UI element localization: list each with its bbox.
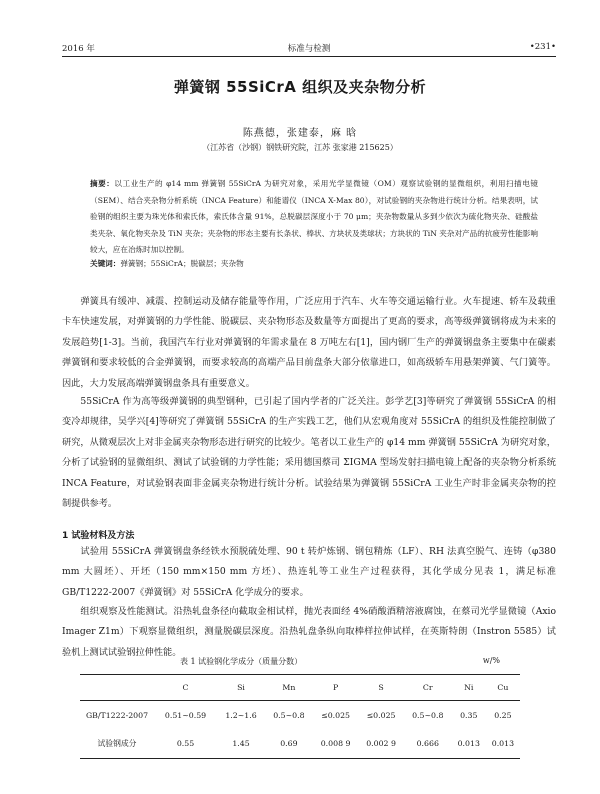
table-cell: 0.51~0.59	[164, 710, 207, 720]
table-cell: 0.55	[176, 739, 195, 749]
paragraph-intro-2	[62, 392, 556, 514]
table-header-cell: S	[378, 683, 384, 692]
table-cell: ≤0.025	[366, 710, 396, 720]
table-cell: GB/T1222-2007	[85, 710, 149, 720]
paragraph-text: 55SiCrA 作为高等级弹簧钢的典型钢种，已引起了国内学者的广泛关注。彭学艺[3]等研究了弹簧钢 55SiCrA 的相变冷却规律，吴学兴[4]等研究了弹簧钢 55SiCrA 的生产实践工艺，他们从宏观角度对 55SiCrA 的组织及性能控制做了研究，从微观层次上对非金属夹杂物形态进行研究的比较少。笔者以工业生产的 φ14 mm 弹簧钢 55SiCrA 为研究对象，分析了试验钢的显微组织、测试了试验钢的力学性能；采用德国蔡司 ΣIGMA 型场发射扫描电镜上配备的夹杂物分析系统 INCA Feature，对试验钢表面非金属夹杂物进行统计分析。试验结果为弹簧钢 55SiCrA 工业生产时非金属夹杂物的控制提供参考。	[62, 396, 556, 510]
composition-table	[80, 674, 520, 759]
table-row	[80, 701, 520, 730]
table-cell: 0.69	[280, 739, 298, 749]
header-page-number: •231•	[529, 42, 556, 52]
table-cell: 0.5~0.8	[412, 710, 444, 720]
table-header-cell: C	[182, 683, 189, 692]
table-cell: 0.013	[491, 739, 515, 749]
paragraph-text: 组织观察及性能测试。沿热轧盘条径向截取金相试样，抛光表面经 4%硝酸酒精溶液腐蚀，在蔡司光学显微镜（Axio Imager Z1m）下观察显微组织，测量脱碳层深度。沿热轧盘条纵向取棒样拉伸试样，在英斯特朗（Instron 5585）试验机上测试试验钢拉伸性能。	[62, 606, 556, 658]
affiliation: （江苏省（沙钢）钢铁研究院，江苏 张家港 215625）	[202, 143, 398, 152]
article-title: 弹簧钢 55SiCrA 组织及夹杂物分析	[173, 78, 427, 96]
paragraph-text: 弹簧具有缓冲、减震、控制运动及储存能量等作用，广泛应用于汽车、火车等交通运输行业。火车提速、轿车及载重卡车快速发展，对弹簧钢的力学性能、脱碳层、夹杂物形态及数量等方面提出了更高的要求，高等级弹簧钢将成为未来的发展趋势[1-3]。当前，我国汽车行业对弹簧钢的年需求量在 8 万吨左右[1]，国内钢厂生产的弹簧钢盘条主要集中在碳素弹簧钢和要求较低的合金弹簧钢，而要求较高的高端产品目前盘条大部分依靠进口，如高级轿车用悬架弹簧、气门簧等。因此，大力发展高端弹簧钢盘条具有重要意义。	[62, 296, 556, 389]
table-caption	[180, 656, 500, 667]
abstract-text: 以工业生产的 φ14 mm 弹簧钢 55SiCrA 为研究对象，采用光学显微镜（OM）观察试验钢的显微组织，利用扫描电镜（SEM）、结合夹杂物分析系统（INCA Feature）和能谱仪（INCA X-Max 80），对试验钢的夹杂物进行统计分析。结果表明，试验钢的组织主要为珠光体和索氏体，索氏体含量 91%，总脱碳层深度小于 70 μm；夹杂物数量从多到少依次为硫化物夹杂、硅酸盐类夹杂、氧化物夹杂及 TiN 夹杂；夹杂物的形态主要有长条状、棒状、方块状及类球状；方块状的 TiN 夹杂对产品的抗疲劳性能影响较大，应在冶炼时加以控制。	[90, 179, 538, 254]
table-cell: 0.002 9	[366, 739, 396, 749]
table-header-row	[80, 675, 520, 701]
keywords-text: 弹簧钢；55SiCrA；脱碳层；夹杂物	[120, 259, 244, 268]
table-header-cell: Mn	[282, 683, 296, 692]
table-cell: ≤0.025	[321, 710, 351, 720]
table-cell: 0.25	[494, 710, 512, 720]
table-unit: w/%	[482, 656, 500, 665]
table-row	[80, 730, 520, 759]
table-cell: 1.2~1.6	[225, 710, 257, 720]
table-caption-text: 表 1 试验钢化学成分（质量分数）	[180, 657, 303, 666]
table-header-cell: P	[332, 683, 339, 692]
paragraph-methods	[62, 602, 556, 663]
table-cell: 0.013	[457, 739, 480, 749]
table-cell: 0.008 9	[320, 739, 351, 749]
table-header-cell	[80, 675, 154, 701]
section-heading: 1 试验材料及方法	[62, 531, 135, 541]
abstract-label: 摘要：	[90, 179, 115, 188]
keywords	[90, 258, 538, 269]
table-header-cell: Cu	[497, 683, 509, 692]
table-header-cell: Si	[237, 683, 245, 692]
paragraph-intro-1	[62, 292, 556, 394]
paragraph-text: 试验用 55SiCrA 弹簧钢盘条经铁水预脱硫处理、90 t 转炉炼钢、钢包精炼（LF）、RH 法真空脱气、连铸（φ380 mm 大圆坯）、开坯（150 mm×150 mm 方坯）、热连轧等工业生产过程获得，其化学成分见表 1，满足标准 GB/T1222-2007《弹簧钢》对 55SiCrA 化学成分的要求。	[62, 546, 556, 598]
table-cell: 1.45	[232, 739, 250, 749]
header-journal: 标准与检测	[287, 44, 331, 54]
authors: 陈燕德，张建泰，麻 晗	[242, 128, 358, 139]
keywords-label: 关键词：	[90, 259, 121, 268]
table-cell: 0.35	[460, 710, 478, 720]
table-header-cell: Ni	[464, 683, 474, 692]
table-header-cell: Cr	[422, 683, 433, 692]
table-cell: 0.666	[416, 739, 439, 749]
paragraph-materials	[62, 542, 556, 603]
header-year: 2016 年	[62, 44, 95, 54]
abstract	[90, 176, 538, 259]
table-cell: 0.5~0.8	[273, 710, 305, 720]
running-head	[62, 42, 556, 57]
table-cell: 试验钢成分	[97, 739, 137, 749]
